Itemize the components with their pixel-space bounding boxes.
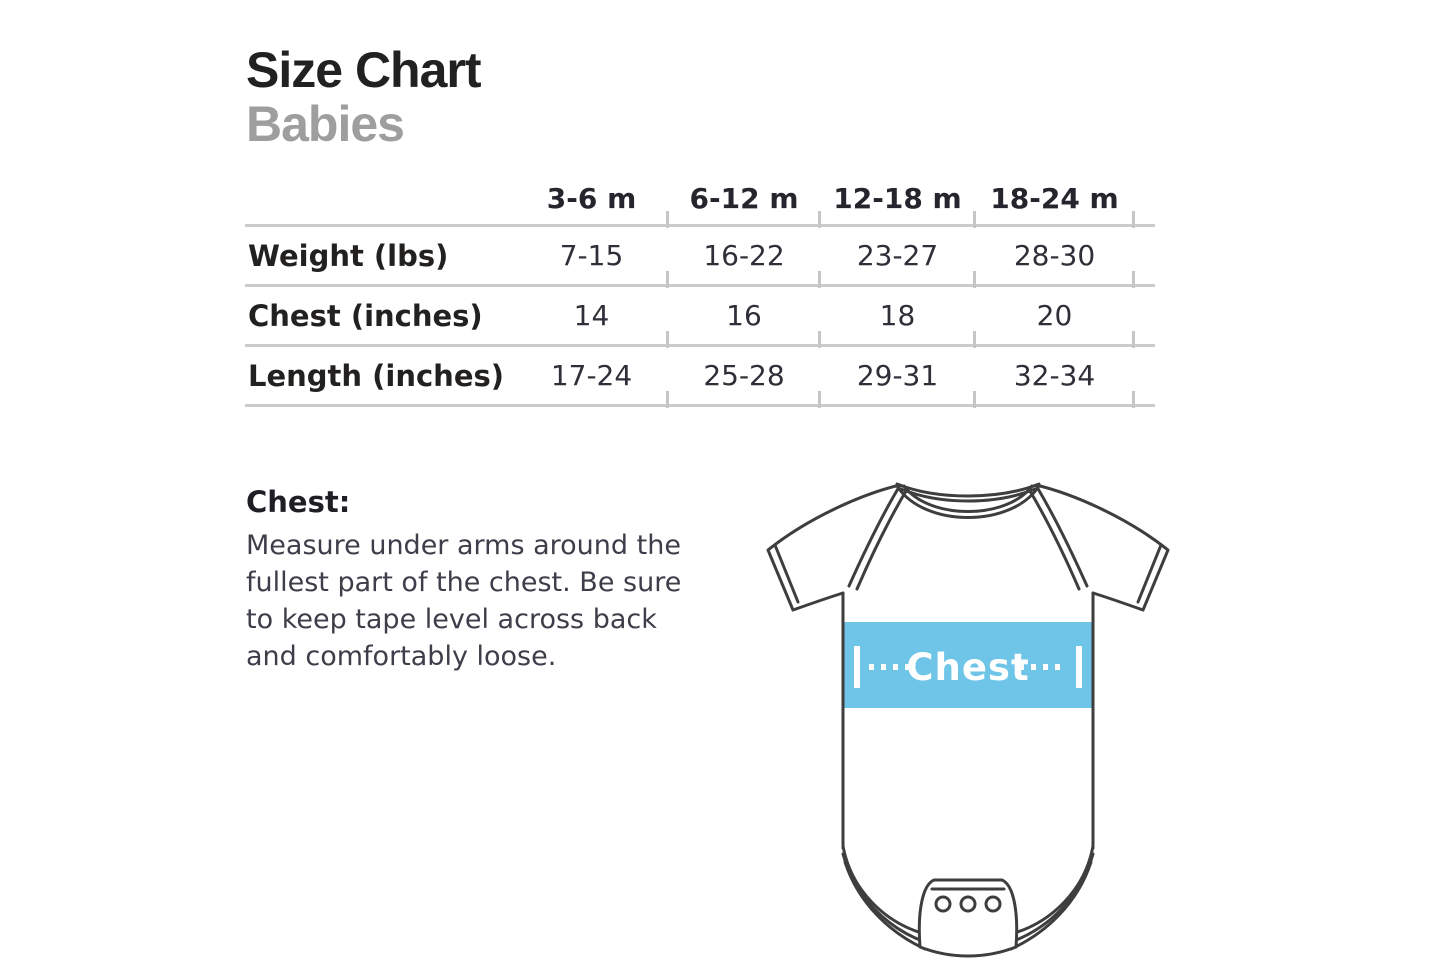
chest-note-text xyxy=(246,527,681,675)
right-shoulder-lap-line xyxy=(1037,487,1087,586)
column-tick xyxy=(818,211,821,228)
chest-note-line-1: Measure under arms around the xyxy=(246,530,681,561)
onesie-diagram xyxy=(744,456,1180,972)
column-header-6-12m: 6-12 m xyxy=(689,182,799,215)
column-tick xyxy=(666,271,669,288)
column-tick xyxy=(973,391,976,408)
column-tick xyxy=(973,211,976,228)
table-row-chest xyxy=(245,287,1155,347)
chest-band-label: Chest xyxy=(906,646,1030,689)
onesie-outline xyxy=(768,484,1168,956)
snap-button-1-icon xyxy=(936,897,950,911)
chest-note-line-3: to keep tape level across back xyxy=(246,604,657,635)
column-header-12-18m: 12-18 m xyxy=(833,182,962,215)
chest-value-12-18m: 18 xyxy=(879,299,916,332)
column-header-18-24m: 18-24 m xyxy=(990,182,1119,215)
table-row-weight xyxy=(245,227,1155,287)
length-value-6-12m: 25-28 xyxy=(703,359,785,392)
column-tick xyxy=(1132,391,1135,408)
column-tick xyxy=(1132,271,1135,288)
size-table xyxy=(245,178,1155,407)
onesie-illustration xyxy=(744,456,1180,972)
row-label-length: Length (inches) xyxy=(248,358,505,393)
column-tick xyxy=(818,271,821,288)
page-subtitle: Babies xyxy=(246,96,404,152)
chest-note-line-4: and comfortably loose. xyxy=(246,641,557,672)
chest-value-6-12m: 16 xyxy=(726,299,762,332)
column-tick xyxy=(1132,211,1135,228)
page-title: Size Chart xyxy=(246,42,481,98)
chest-note-line-2: fullest part of the chest. Be sure xyxy=(246,567,682,598)
weight-value-12-18m: 23-27 xyxy=(856,239,939,272)
column-tick xyxy=(666,331,669,348)
snap-flap xyxy=(919,880,1016,956)
left-sleeve xyxy=(768,485,900,610)
right-sleeve xyxy=(1036,485,1168,610)
left-shoulder-lap-line-2 xyxy=(857,491,906,589)
column-tick xyxy=(1132,331,1135,348)
table-row-length xyxy=(245,347,1155,407)
column-tick xyxy=(666,211,669,228)
chest-value-3-6m: 14 xyxy=(573,299,610,332)
table-header-row xyxy=(245,178,1155,227)
snap-button-3-icon xyxy=(986,897,1000,911)
chest-note-heading: Chest: xyxy=(246,485,351,519)
weight-value-3-6m: 7-15 xyxy=(559,239,624,272)
chest-value-18-24m: 20 xyxy=(1036,299,1073,332)
column-tick xyxy=(818,331,821,348)
snap-button-2-icon xyxy=(961,897,975,911)
weight-value-18-24m: 28-30 xyxy=(1013,239,1096,272)
header-spacer-cell xyxy=(245,178,515,224)
right-shoulder-lap-line-2 xyxy=(1030,491,1079,589)
length-value-18-24m: 32-34 xyxy=(1013,359,1096,392)
weight-value-6-12m: 16-22 xyxy=(703,239,785,272)
column-tick xyxy=(973,331,976,348)
row-label-chest: Chest (inches) xyxy=(248,298,483,333)
column-header-3-6m: 3-6 m xyxy=(546,182,637,215)
left-shoulder-lap-line xyxy=(849,487,899,586)
column-tick xyxy=(818,391,821,408)
column-tick xyxy=(666,391,669,408)
row-label-weight: Weight (lbs) xyxy=(248,238,449,273)
column-tick xyxy=(973,271,976,288)
length-value-3-6m: 17-24 xyxy=(550,359,633,392)
length-value-12-18m: 29-31 xyxy=(856,359,939,392)
